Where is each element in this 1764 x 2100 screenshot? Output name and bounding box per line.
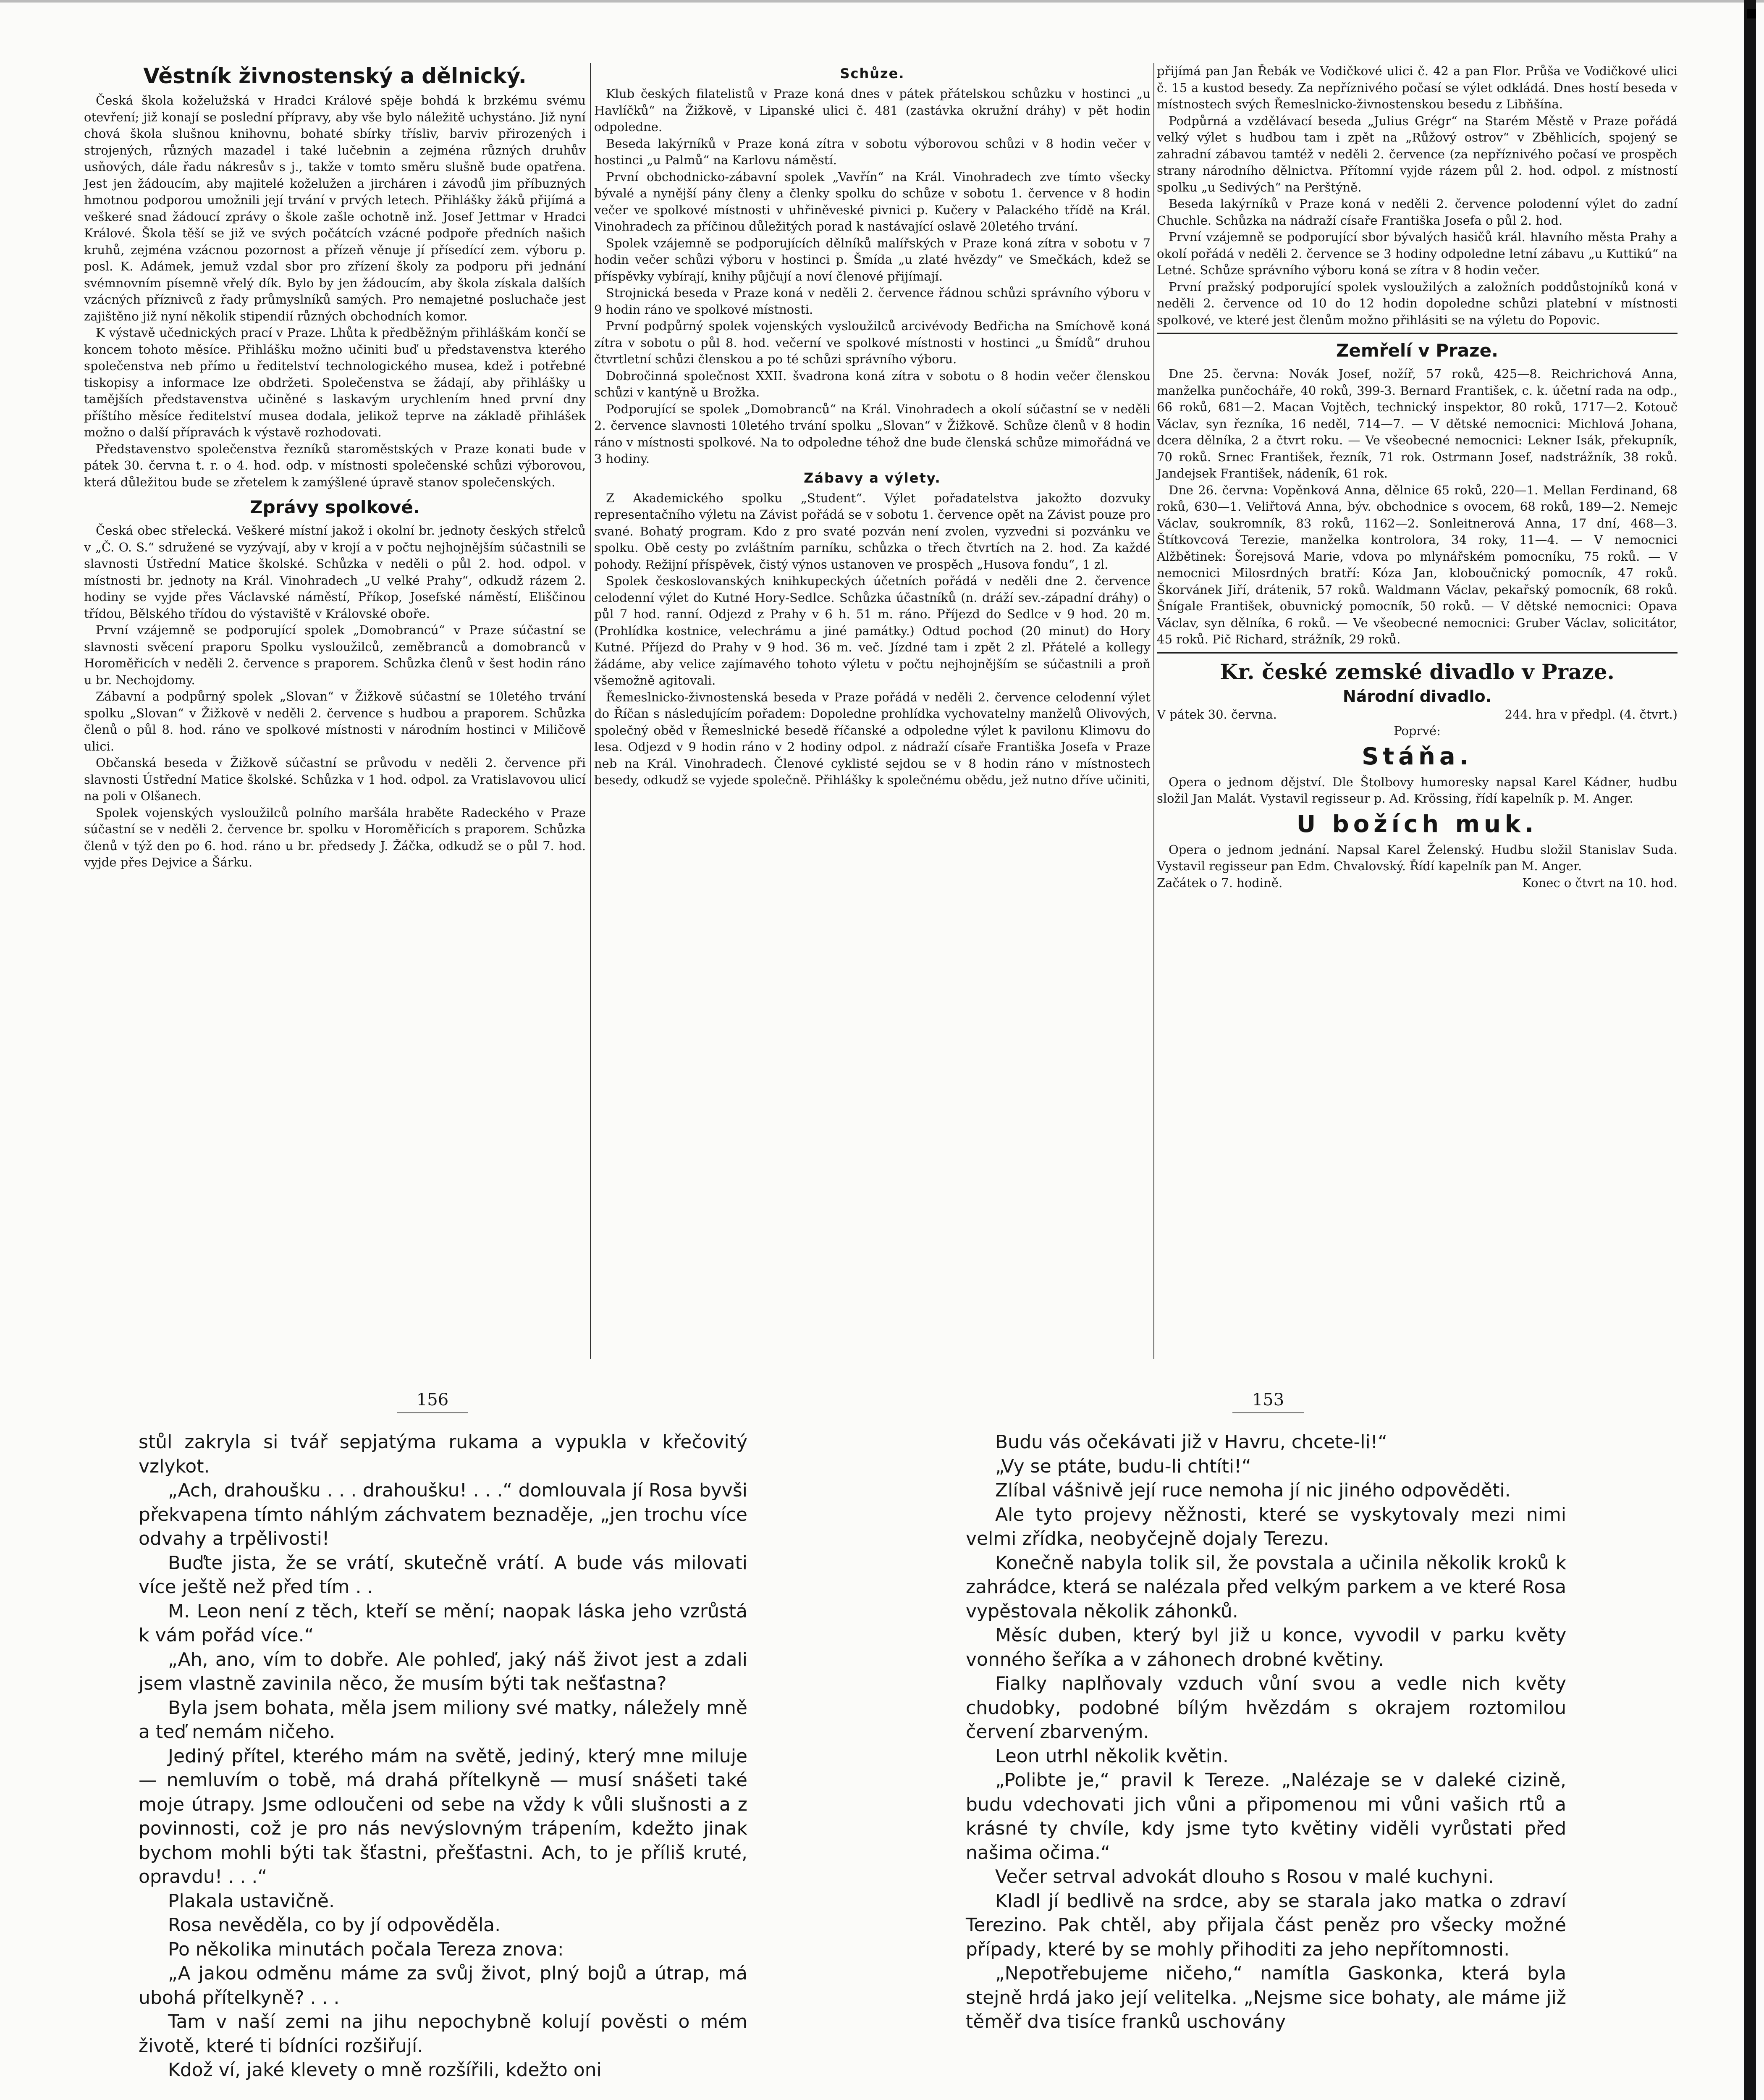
news-paragraph: Občanská beseda v Žižkově súčastní se průvodu v neděli 2. července při slavnosti Ústřední Matice školské. Schůzka v 1 hod. odpol. za Vratislavovou ulicí na poli v Olšanech. <box>84 756 586 803</box>
news-paragraph: Česká obec střelecká. Veškeré místní jakož i okolní br. jednoty českých střelců v „Č. O. S.“ sdružené se vyzývají, aby v krojí a v počtu nejhojnějším súčastnili se slavnosti Ústřední Matice školské. Schůzka v neděli o půl 2. hod. odpol. v místnosti br. jednoty na Král. Vinohradech „U velké Prahy“, odkudž rázem 2. hodiny se vyjde přes Václavské náměstí, Příkop, Josefské náměstí, Eliščinou třídou, Bělského třídou do výstaviště v Královské oboře. <box>84 523 586 621</box>
section-heading-trade: Věstník živnostenský a dělnický. <box>143 64 527 88</box>
section-heading-deaths: Zemřelí v Praze. <box>1336 340 1499 361</box>
novel-paragraph: Ale tyto projevy něžnosti, které se vyskytovaly mezi nimi velmi zřídka, neobyčejně dojaly Terezu. <box>966 1504 1566 1549</box>
novel-paragraph: M. Leon není z těch, kteří se mění; naopak láska jeho vzrůstá k vám pořád více.“ <box>139 1600 747 1646</box>
page-edge-right <box>1744 0 1756 2100</box>
novel-paragraph: stůl zakryla si tvář sepjatýma rukama a vypukla v křečovitý vzlykot. <box>139 1431 747 1477</box>
theatre-performance: 244. hra v předpl. (4. čtvrt.) <box>1505 707 1678 722</box>
novel-paragraph: Plakala ustavičně. <box>168 1890 335 1912</box>
novel-paragraph: Fialky naplňovaly vzduch vůní svou a vedle nich květy chudobky, podobné bílým hvězdám s okrajem roztomilou červení zbarveným. <box>966 1673 1566 1743</box>
news-column-3 <box>1157 63 1678 891</box>
news-paragraph: Strojnická beseda v Praze koná v neděli 2. července řádnou schůzi správního výboru v 9 hodin ráno ve spolkové místnosti. <box>594 286 1151 317</box>
novel-paragraph: Po několika minutách počala Tereza znova: <box>168 1938 564 1960</box>
novel-paragraph: „Vy se ptáte, budu-li chtíti!“ <box>995 1455 1251 1477</box>
novel-paragraph: „Nepotřebujeme ničeho,“ namítla Gaskonka, která byla stejně hrdá jako její velitelka. „Nejsme sice bohaty, ale máme již těměř dva tisíce franků uschovány <box>966 1963 1566 2032</box>
news-paragraph: Z Akademického spolku „Student“. Výlet pořadatelstva jakožto dozvuky representačního výletu na Závist pořádá se v sobotu 1. července opět na Závist pouze pro svané. Bohatý program. Kdo z pro svaté pozván není zvolen, vyzvedni si pozvánku ve spolku. Obě cesty po zvláštním parníku, schůzka o třech čtvrtích na 2. hod. Za každé pohody. Režijní příspěvek, čistý výnos ustanoven ve prospěch „Husova fondu“, 1 zl. <box>594 491 1151 572</box>
news-paragraph: Spolek vojenských vysloužilců polního maršála hraběte Radeckého v Praze súčastní se v neděli 2. července br. spolku v Horoměřicích s praporem. Schůzka členů v týž den po 6. hod. ráno u br. předsedy J. Žáčka, odkudž se o půl 7. hod. vyjde přes Dejvice a Šárku. <box>84 805 586 869</box>
news-paragraph: První pražský podporující spolek vysloužilých a založních poddůstojníků koná v neděli 2. července od 10 do 12 hodin dopoledne schůzi platební v místnosti spolkové, ve které jest členům možno přihlásiti se na výletu do Popovic. <box>1157 279 1678 327</box>
news-paragraph: Podporující se spolek „Domobranců“ na Král. Vinohradech a okolí súčastní se v neděli 2. července slavnosti 10letého trvání spolku „Slovan“ v Žižkově. Schůze členů v 8 hodin ráno v místnosti spolkové. Na to odpoledne téhož dne bude členská schůze mimořádná ve 3 hodiny. <box>594 402 1151 466</box>
theatre-subtitle: Národní divadlo. <box>1342 687 1492 706</box>
section-rule <box>1157 652 1678 654</box>
theatre-date: V pátek 30. června. <box>1157 707 1277 722</box>
novel-paragraph: Měsíc duben, který byl již u konce, vyvodil v parku květy vonného šeříka a v záhonech drobné květiny. <box>966 1625 1566 1670</box>
novel-paragraph: Zlíbal vášnivě její ruce nemoha jí nic jiného odpověděti. <box>995 1480 1511 1501</box>
scan-corner-mark <box>1747 9 1756 18</box>
novel-paragraph: „Ah, ano, vím to dobře. Ale pohleď, jaký náš život jest a zdali jsem vlastně zavinila něco, že musím býti tak nešťastna? <box>139 1648 747 1694</box>
theatre-premiere-label: Poprvé: <box>1394 724 1441 738</box>
news-paragraph: Klub českých filatelistů v Praze koná dnes v pátek přátelskou schůzku v hostinci „u Havlíčků“ na Žižkově, v Lipanské ulici č. 481 (zastávka okružní dráhy) v pět hodin odpoledne. <box>594 87 1151 134</box>
novel-page-left <box>139 1430 747 2082</box>
play-title: U božích muk. <box>1296 810 1538 838</box>
play-title: Stáňa. <box>1362 743 1473 770</box>
novel-page-right <box>966 1430 1566 2034</box>
page-number-right: 153 <box>1252 1390 1284 1410</box>
news-paragraph: První podpůrný spolek vojenských vysloužilců arcivévody Bedřicha na Smíchově koná zítra v sobotu o půl 8. hod. večerní ve spolkové místnosti v hostinci „u Šmídů“ druhou čtvrtletní schůzi členskou a po té schůzi správního výboru. <box>594 319 1151 366</box>
novel-paragraph: Konečně nabyla tolik sil, že povstala a učinila několik kroků k zahrádce, která se nalézala před velkým parkem a ve které Rosa vypěstovala několik záhonků. <box>966 1552 1566 1622</box>
novel-paragraph: Kdož ví, jaké klevety o mně rozšířili, kdežto oni <box>168 2059 602 2081</box>
section-heading-clubs: Zprávy spolkové. <box>250 497 420 517</box>
play-description: Opera o jednom jednání. Napsal Karel Želenský. Hudbu složil Stanislav Suda. Vystavil regisseur pan Edm. Chvalovský. Řídí kapelník pan M. Anger. <box>1157 842 1678 873</box>
theatre-title: Kr. české zemské divadlo v Praze. <box>1220 659 1615 684</box>
novel-paragraph: Večer setrval advokát dlouho s Rosou v malé kuchyni. <box>995 1866 1494 1887</box>
novel-paragraph: „Ach, drahoušku . . . drahoušku! . . .“ domlouvala jí Rosa byvši překvapena tímto náhlým záchvatem beznaděje, „jen trochu více odvahy a trpělivosti! <box>139 1480 747 1549</box>
column-divider <box>590 63 591 1359</box>
news-paragraph: Spolek českoslovanských knihkupeckých účetních pořádá v neděli dne 2. července celodenní výlet do Kutné Hory-Sedlce. Schůzka účastníků (n. dráží sev.-západní dráhy) o půl 7 hod. ranní. Odjezd z Prahy v 6 h. 51 m. ráno. Příjezd do Sedlce v 9 hod. 20 m. (Prohlídka kostnice, velechrámu a jiné památky.) Odtud pochod (20 minut) do Hory Kutné. Příjezd do Prahy v 9 hod. 36 m. več. Jízdné tam i zpět 2 zl. Přátelé a kollegy žádáme, aby velice zajímavého tohoto výletu v počtu nejhojnějším se súčastnili a proň všemožně agitovali. <box>594 574 1151 688</box>
news-paragraph: Dobročinná společnost XXII. švadrona koná zítra v sobotu o 8 hodin večer členskou schůzi v kantýně u Brožka. <box>594 368 1151 399</box>
page-number-rule <box>397 1412 468 1413</box>
section-heading-trips: Zábavy a výlety. <box>804 470 941 486</box>
novel-paragraph: „Polibte je,“ pravil k Tereze. „Nalézaje se v daleké cizině, budu vdechovati jich vůni a připomenou mi vůni vašich rtů a krásné ty chvíle, kdy jsme tyto květiny viděli vyrůstati před našima očima.“ <box>966 1769 1566 1864</box>
news-paragraph: První vzájemně se podporující spolek „Domobrancú“ v Praze súčastní se slavnosti svěcení praporu Spolku vysloužilců, zeměbranců a domobranců v Horoměřicích v neděli 2. července s praporem. Schůzka členů v šest hodin ráno u br. Nechojdomy. <box>84 623 586 687</box>
section-rule <box>1157 333 1678 334</box>
newspaper-section <box>84 63 1678 1361</box>
novel-paragraph: Budu vás očekávati již v Havru, chcete-li!“ <box>995 1431 1388 1453</box>
news-column-1 <box>84 63 586 871</box>
column-divider <box>1153 63 1154 1359</box>
news-paragraph: přijímá pan Jan Řebák ve Vodičkové ulici č. 42 a pan Flor. Průša ve Vodičkové ulici č. 15 a kustod besedy. Za nepříznivého počasí se výlet odkládá. Dnes hostí beseda v místnostech svých Řemeslnicko-živnostenskou besedu z Libňšína. <box>1157 64 1678 111</box>
news-paragraph: Beseda lakýrníků v Praze koná v neděli 2. července polodenní výlet do zadní Chuchle. Schůzka na nádraží císaře Františka Josefa o půl 2. hod. <box>1157 197 1678 228</box>
news-paragraph: První obchodnicko-zábavní spolek „Vavřín“ na Král. Vinohradech zve tímto všecky bývalé a nynější pány členy a členky spolku do schůze v sobotu 1. července v 8 hodin večer ve spolkové místnosti v uhřiněveské pivnici p. Kučery v Palackého třídě na Král. Vinohradech za příčinou důležitých porad k nastávající oslavě 20letého trvání. <box>594 169 1151 234</box>
page-edge <box>0 0 1764 3</box>
deaths-list: Dne 25. června: Novák Josef, nožíř, 57 roků, 425—8. Reichrichová Anna, manželka punčocháře, 40 roků, 399-3. Bernard František, c. k. účetní rada na odp., 66 roků, 681—2. Macan Vojtěch, technický inspektor, 80 roků, 1717—2. Kotouč Václav, syn řezníka, 16 neděl, 714—7. — V dětské nemocnici: Michlová Johana, dcera dělníka, 2 a čtvrt roku. — Ve všeobecné nemocnici: Lekner Isák, překupník, 70 roků. Srnec František, řezník, 71 rok. Ostrmann Josef, nadstrážník, 38 roků. Jandejsek František, nádeník, 61 rok. <box>1157 367 1678 480</box>
novel-paragraph: Buďte jista, že se vrátí, skutečně vrátí. A bude vás milovati více ještě než před tím . . <box>139 1552 747 1598</box>
novel-paragraph: Byla jsem bohata, měla jsem miliony své matky, náležely mně a teď nemám ničeho. <box>139 1697 747 1743</box>
page-number-left: 156 <box>416 1390 449 1410</box>
section-heading-meetings: Schůze. <box>840 66 905 81</box>
novel-paragraph: Jediný přítel, kterého mám na světě, jediný, který mne miluje — nemluvím o tobě, má drahá přítelkyně — musí snášeti také moje útrapy. Jsme odloučeni od sebe na vždy k vůli slušnosti a z povinnosti, což je pro nás nevýslovným trápením, kdežto jinak bychom mohli býti tak šťastni, přešťastni. Ach, to je příliš kruté, opravdu! . . .“ <box>139 1745 747 1887</box>
novel-paragraph: Kladl jí bedlivě na srdce, aby se starala jako matka o zdraví Terezino. Pak chtěl, aby přijala část peněz pro všecky možné případy, které by se mohly přihoditi za jeho nepřítomnosti. <box>966 1890 1566 1960</box>
theatre-date-row <box>1157 706 1678 723</box>
start-time: Začátek o 7. hodině. <box>1157 875 1283 890</box>
novel-paragraph: „A jakou odměnu máme za svůj život, plný bojů a útrap, má ubohá přítelkyně? . . . <box>139 1963 747 2008</box>
news-paragraph: Podpůrná a vzdělávací beseda „Julius Grégr“ na Starém Městě v Praze pořádá velký výlet s hudbou tam i zpět na „Růžový ostrov“ v Zběhlicích, spojený se zahradní zábavou tamtéž v neděli 2. července (za nepříznivého počasí ve prospěch strany národního dělnictva. Přítomní vyjde rázem půl 2. hod. odpol. z místností spolku „u Sedivých“ na Perštýně. <box>1157 113 1678 194</box>
news-column-2 <box>594 63 1151 789</box>
news-paragraph: Spolek vzájemně se podporujících dělníků malířských v Praze koná zítra v sobotu v 7 hodin večer schůzi výboru v hostinci p. Šmída „u zlaté hvězdy“ ve Smečkách, kdež se příspěvky vybírají, knihy půjčují a noví členové přijímají. <box>594 236 1151 284</box>
news-paragraph: Představenstvo společenstva řezníků staroměstských v Praze konati bude v pátek 30. června t. r. o 4. hod. odp. v místnosti společenské schůzi výborovou, která důležitou bude se zřetelem k zamýšlené úpravě stanov společenských. <box>84 441 586 489</box>
page-number-rule <box>1232 1412 1304 1413</box>
end-time: Konec o čtvrt na 10. hod. <box>1522 875 1678 890</box>
news-paragraph: Zábavní a podpůrný spolek „Slovan“ v Žižkově súčastní se 10letého trvání spolku „Slovan“ v Žižkově v neděli 2. července s hudbou a praporem. Schůzka členů o půl 8. hod. ráno ve spolkové místnosti v národním hostinci v Miličově ulici. <box>84 689 586 753</box>
news-paragraph: Řemeslnicko-živnostenská beseda v Praze pořádá v neděli 2. července celodenní výlet do Říčan s následujícím pořadem: Dopoledne prohlídka vychovatelny manželů Olivových, společný oběd v Řemeslnické besedě říčanské a odpoledne výlet k pavilonu Klimovu do lesa. Odjezd v 9 hodin ráno v 2 hodiny odpol. z nádraží císaře Františka Josefa v Praze neb na Král. Vinohradech. Členové cyklisté sejdou se v 8 hodin ráno v místnostech besedy, odkudž se vyjede společně. Přihlášky k společnému obědu, jež nutno dříve učiniti, <box>594 690 1151 787</box>
novel-paragraph: Rosa nevěděla, co by jí odpověděla. <box>168 1914 501 1936</box>
play-description: Opera o jednom dějství. Dle Štolbovy humoresky napsal Karel Kádner, hudbu složil Jan Malát. Vystavil regisseur p. Ad. Krössing, řídí kapelník p. M. Anger. <box>1157 774 1678 806</box>
novel-paragraph: Leon utrhl několik květin. <box>995 1745 1229 1767</box>
novel-paragraph: Tam v naší zemi na jihu nepochybně kolují pověsti o mém životě, které ti bídníci rozšiřují. <box>139 2011 747 2057</box>
deaths-list: Dne 26. června: Vopěnková Anna, dělnice 65 roků, 220—1. Mellan Ferdinand, 68 roků, 630—1. Veliřtová Anna, býv. obchodnice s ovocem, 68 roků, 189—2. Nemejc Václav, soukromník, 83 roků, 1162—2. Sonleitnerová Anna, 17 dní, 468—3. Štítkovcová Terezie, manželka kontrolora, 34 roky, 11—4. — V nemocnici Alžbětinek: Šorejsová Marie, vdova po mlynářském pomocníku, 75 roků. — V nemocnici Milosrdných bratří: Kóza Jan, kloboučnický pomocník, 47 roků. Škorvánek Jiří, drátenik, 57 roků. Waldmann Václav, pekařský pomocník, 68 roků. Šnígale František, obuvnický pomocník, 50 roků. — V dětské nemocnici: Opava Václav, syn dělníka, 6 roků. — Ve všeobecné nemocnici: Gruber Václav, solicitátor, 45 roků. Pič Richard, strážník, 29 roků. <box>1157 483 1678 646</box>
theatre-times <box>1157 875 1678 892</box>
news-paragraph: Česká škola koželužská v Hradci Králové spěje bohdá k brzkému svému otevření; již konají se poslední přípravy, aby vše bylo náležitě uchystáno. Již nyní chová škola slušnou knihovnu, bohaté sbírky třísliv, barviv přirozených i strojených, různých mazadel i také lučebnin a zejména různých druhův usňových, dále řadu nákresův s j., takže v tomto směru slušně bude opatřena. Jest jen žádoucím, aby majitelé koželužen a jircháren i závodů jim příbuzných hmotnou podporou umožnili její trvání v prvých letech. Přihlášky žáků přijímá a veškeré snad žádoucí zprávy o škole zašle ochotně inž. Josef Jettmar v Hradci Králové. Škola těší se již ve svých počátcích vzácné podpoře předních našich kruhů, zejména vzácnou pozornost a přízeň věnuje jí přísedící zem. výboru p. posl. K. Adámek, jemuž vzdal sbor pro zřízení školy za podporu při jednání svémnovním písemně vřelý dík. Bylo by jen žádoucím, aby škola získala dalších vzácných příznivců z řady průmyslníků samých. Pro nemajetné posluchače jest zajištěno již nyní několik stipendií různých obchodních komor. <box>84 93 586 323</box>
news-paragraph: K výstavě učednických prací v Praze. Lhůta k předběžným přihláškám končí se koncem tohoto měsíce. Přihlášku možno učiniti buď u představenstva kterého společenstva neb přímo u ředitelství technologického musea, kdež i potřebné tiskopisy a informace lze obdržeti. Společenstva se žádají, aby přihlášky u tamějších představenstva učiněné s laskavým urychlením hned první dny příštího měsíce ředitelství musea dodala, jelikož teprve na základě přihlášek možno o další přípravách k výstavě rozhodovati. <box>84 326 586 439</box>
news-paragraph: První vzájemně se podporující sbor bývalých hasičů král. hlavního města Prahy a okolí pořádá v neděli 2. července se 3 hodiny odpoledne letní zábavu „u Kuttikú“ na Letné. Schůze správního výboru koná se zítra v 8 hodin večer. <box>1157 230 1678 277</box>
news-paragraph: Beseda lakýrníků v Praze koná zítra v sobotu výborovou schůzi v 8 hodin večer v hostinci „u Palmů“ na Karlovu náměstí. <box>594 136 1151 167</box>
